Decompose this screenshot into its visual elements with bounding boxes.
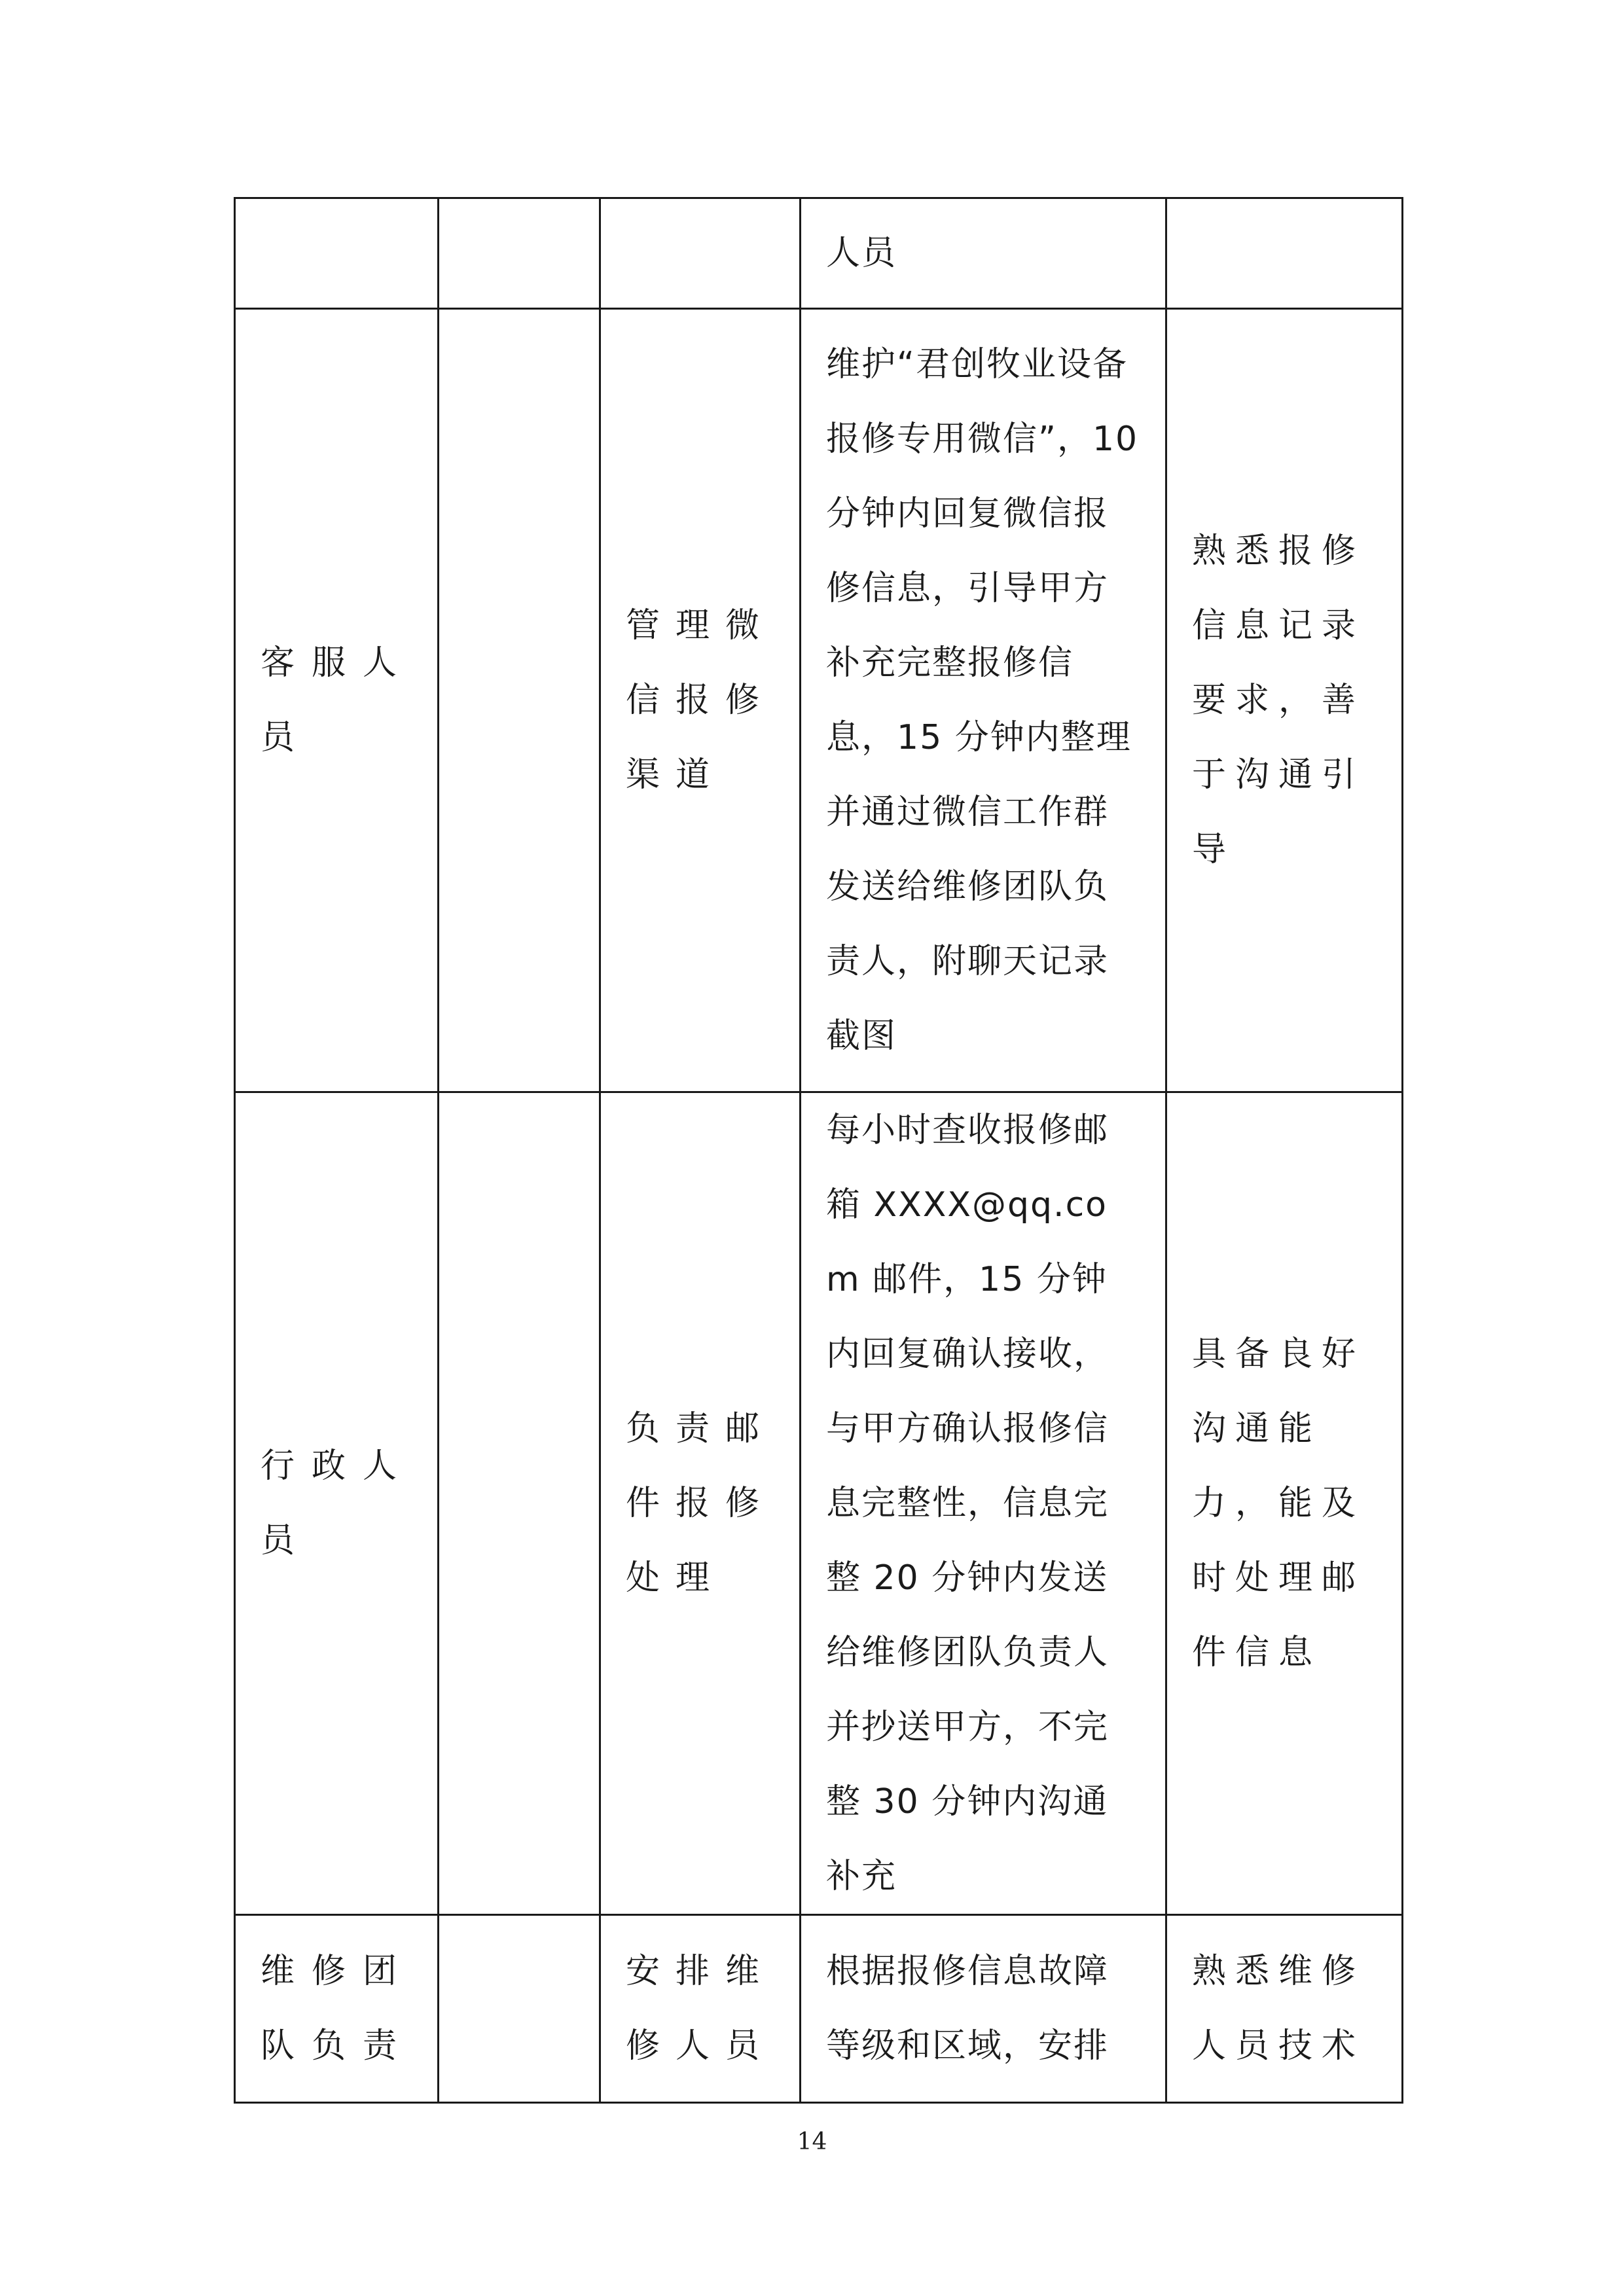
responsibility-table bbox=[234, 197, 1403, 2104]
page-number: 14 bbox=[797, 2128, 827, 2155]
blank-cell bbox=[439, 1915, 600, 2103]
blank-cell bbox=[439, 198, 600, 309]
table-row bbox=[235, 1915, 1403, 2103]
role-cell bbox=[235, 198, 439, 309]
duty-cell: 每小时查收报修邮箱 XXXX@qq.com 邮件，15 分钟内回复确认接收，与甲方确认报修信息完整性，信息完整 20 分钟内发送给维修团队负责人并抄送甲方，不完整 30 分钟内沟通补充 bbox=[801, 1092, 1166, 1915]
duty-cell: 维护“君创牧业设备报修专用微信”，10 分钟内回复微信报修信息，引导甲方补充完整报修信息，15 分钟内整理并通过微信工作群发送给维修团队负责人，附聊天记录截图 bbox=[801, 309, 1166, 1092]
blank-cell bbox=[439, 1092, 600, 1915]
task-cell: 管理微信报修渠道 bbox=[600, 309, 801, 1092]
table-row bbox=[235, 1092, 1403, 1915]
blank-cell bbox=[439, 309, 600, 1092]
duty-cell: 根据报修信息故障等级和区域，安排 bbox=[801, 1915, 1166, 2103]
role-cell: 行政人员 bbox=[235, 1092, 439, 1915]
requirement-cell: 熟悉报修信息记录要求，善于沟通引导 bbox=[1166, 309, 1403, 1092]
table-row bbox=[235, 309, 1403, 1092]
duty-cell: 人员 bbox=[801, 198, 1166, 309]
requirement-cell: 熟悉维修人员技术 bbox=[1166, 1915, 1403, 2103]
requirement-cell bbox=[1166, 198, 1403, 309]
task-cell: 安排维修人员 bbox=[600, 1915, 801, 2103]
task-cell bbox=[600, 198, 801, 309]
requirement-cell: 具备良好沟通能力，能及时处理邮件信息 bbox=[1166, 1092, 1403, 1915]
role-cell: 维修团队负责 bbox=[235, 1915, 439, 2103]
role-cell: 客服人员 bbox=[235, 309, 439, 1092]
table-row bbox=[235, 198, 1403, 309]
task-cell: 负责邮件报修处理 bbox=[600, 1092, 801, 1915]
